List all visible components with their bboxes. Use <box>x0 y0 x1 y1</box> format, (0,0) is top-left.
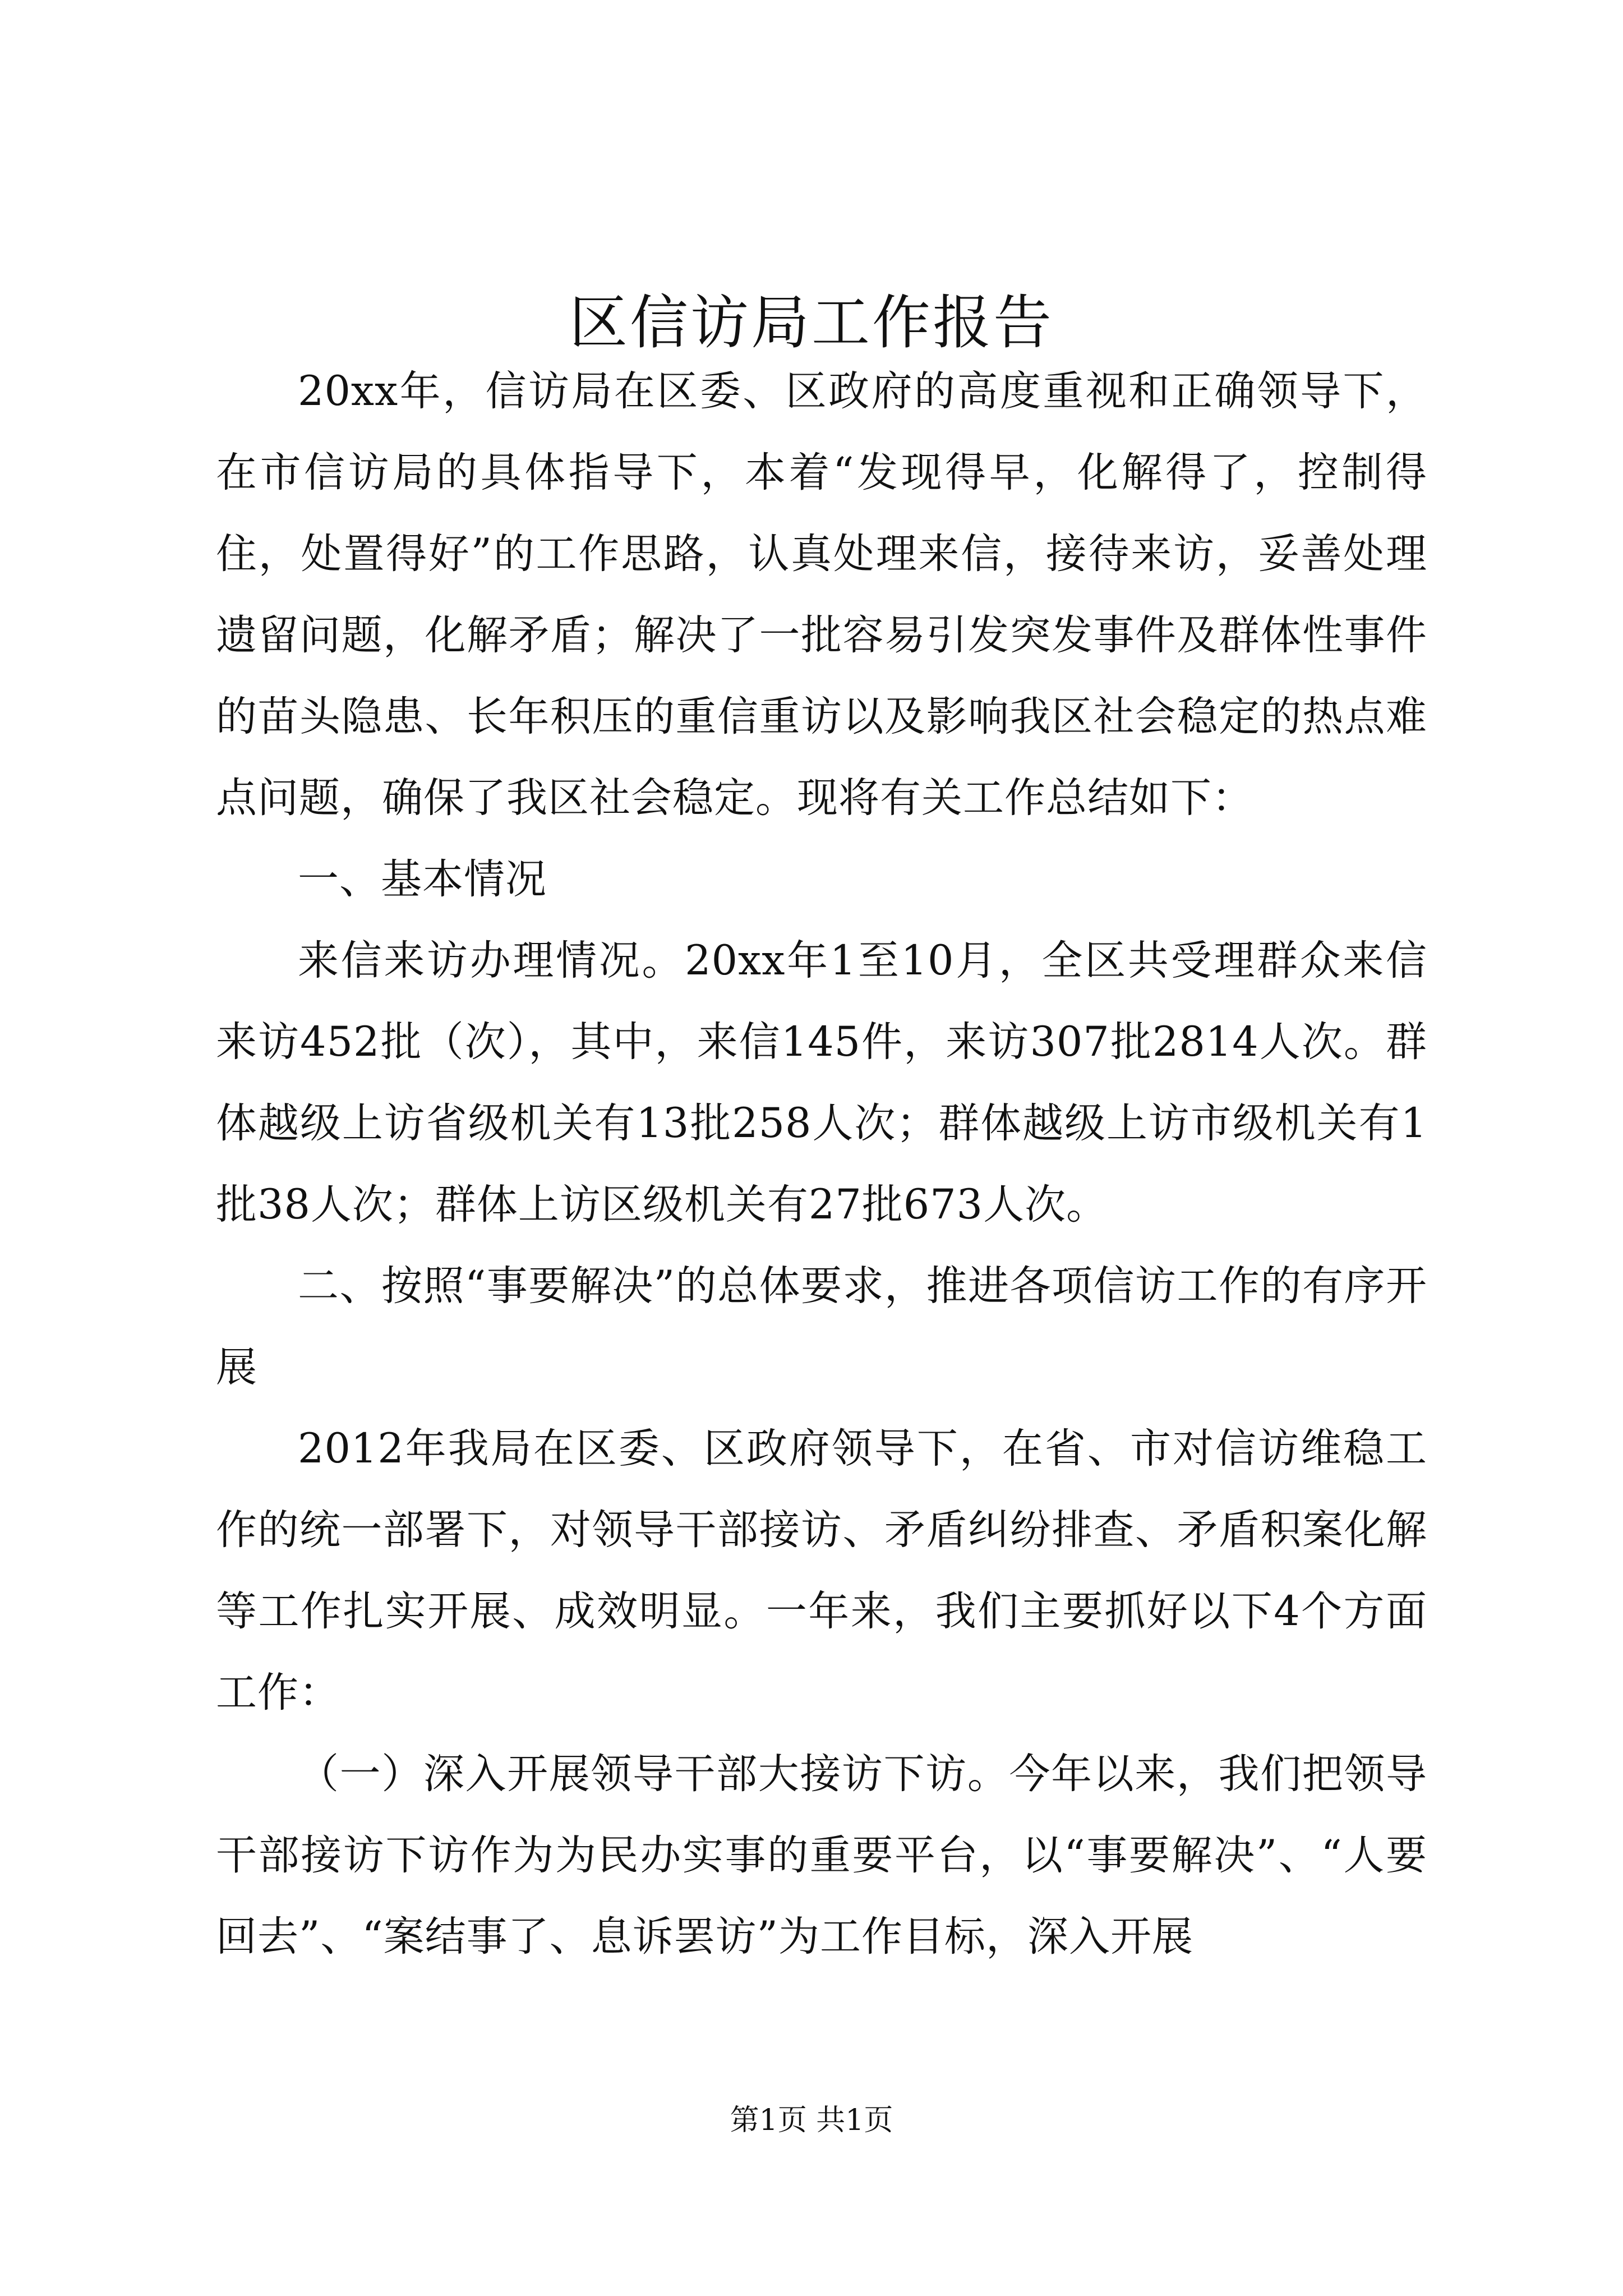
paragraph-leader-reception: （一）深入开展领导干部大接访下访。今年以来，我们把领导干部接访下访作为为民办实事的重要平台，以“事要解决”、“人要回去”、“案结事了、息诉罢访”为工作目标，深入开展 <box>216 1750 1427 1961</box>
paragraph-letters-visits: 来信来访办理情况。20xx年1至10月，全区共受理群众来信来访452批（次），其中，来信145件，来访307批2814人次。群体越级上访省级机关有13批258人次；群体越级上访市级机关有1批38人次；群体上访区级机关有27批673人次。 <box>216 937 1427 1228</box>
document-body <box>216 351 1427 1977</box>
document-title: 区信访局工作报告 <box>569 288 1054 357</box>
heading-basic-situation: 一、基本情况 <box>298 855 547 903</box>
paragraph-2012-work: 2012年我局在区委、区政府领导下，在省、市对信访维稳工作的统一部署下，对领导干部接访、矛盾纠纷排查、矛盾积案化解等工作扎实开展、成效明显。一年来，我们主要抓好以下4个方面工作： <box>216 1425 1427 1717</box>
heading-work-progress: 二、按照“事要解决”的总体要求，推进各项信访工作的有序开展 <box>216 1262 1427 1391</box>
paragraph-intro: 20xx年，信访局在区委、区政府的高度重视和正确领导下，在市信访局的具体指导下，本着“发现得早，化解得了，控制得住，处置得好”的工作思路，认真处理来信，接待来访，妥善处理遗留问题，化解矛盾；解决了一批容易引发突发事件及群体性事件的苗头隐患、长年积压的重信重访以及影响我区社会稳定的热点难点问题，确保了我区社会稳定。现将有关工作总结如下： <box>216 367 1427 822</box>
page-footer: 第1页 共1页 <box>730 2104 893 2137</box>
